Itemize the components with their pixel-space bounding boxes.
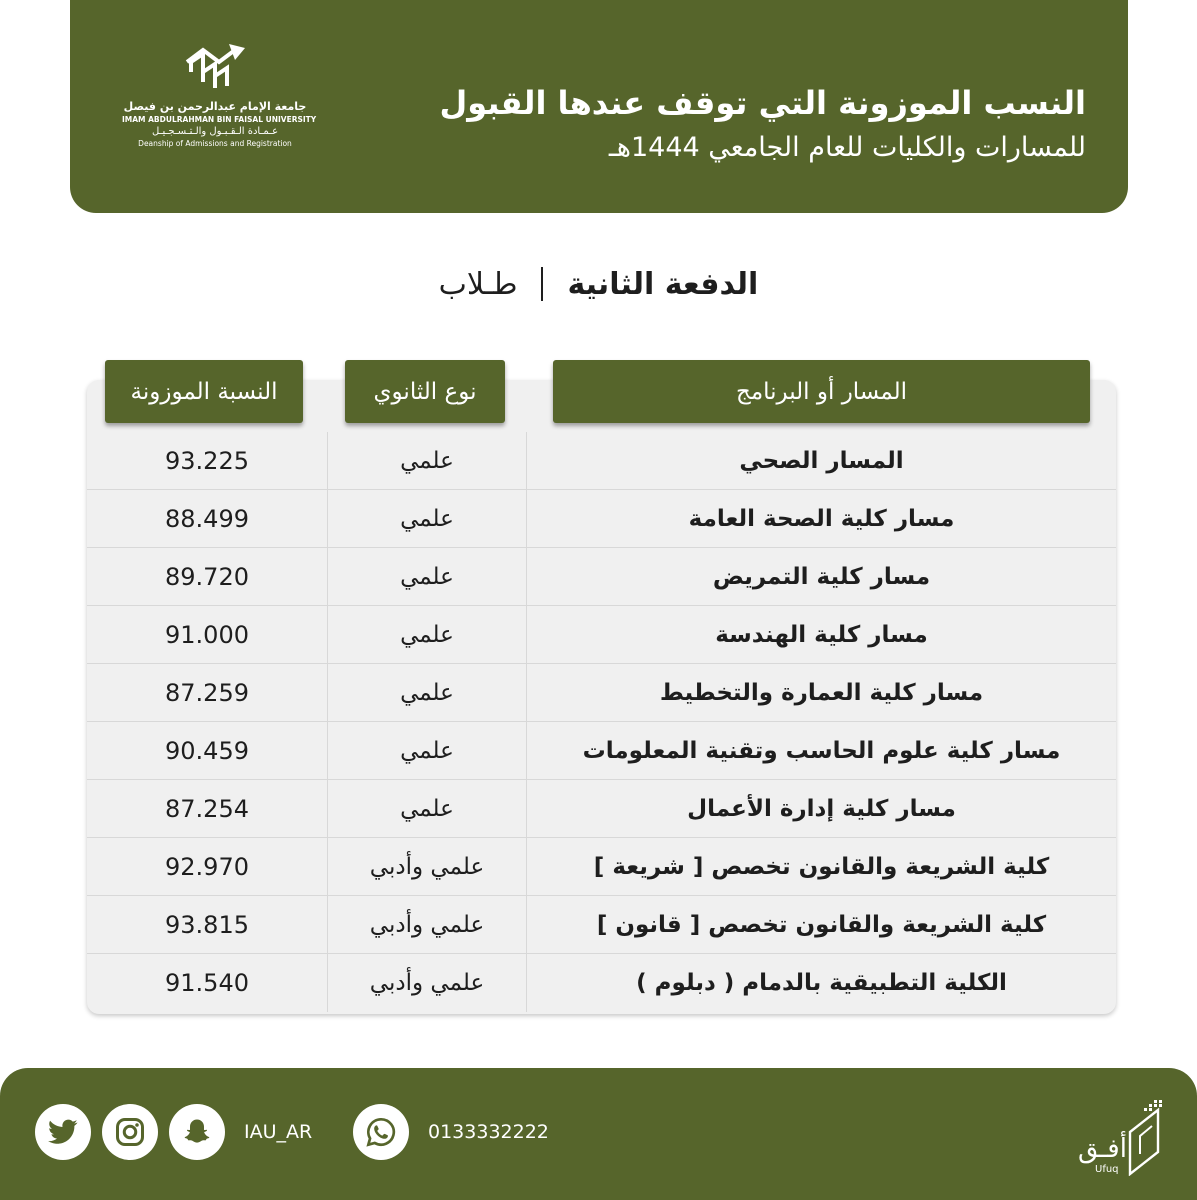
- phone-number[interactable]: 0133332222: [428, 1121, 549, 1143]
- whatsapp-icon: [365, 1116, 397, 1148]
- logo-deanship-arabic: عـمـادة الـقـبـول والـتـسـجـيـل: [151, 126, 279, 137]
- score-cell: 87.259: [165, 679, 249, 707]
- table-row: [87, 780, 1116, 838]
- university-emblem-icon: [183, 42, 247, 94]
- page-subtitle: للمسارات والكليات للعام الجامعي 1444هـ: [608, 132, 1086, 163]
- twitter-icon: [48, 1119, 78, 1145]
- logo-arabic-name: جامعة الإمام عبدالرحمن بن فيصل: [123, 100, 307, 113]
- score-cell: 88.499: [165, 505, 249, 533]
- header-banner: [70, 0, 1128, 213]
- page-title: النسب الموزونة التي توقف عندها القبول: [439, 84, 1086, 122]
- snapchat-link[interactable]: [169, 1104, 225, 1160]
- table-row: [87, 490, 1116, 548]
- program-cell: مسار كلية التمريض: [712, 564, 931, 590]
- logo-deanship-english: Deanship of Admissions and Registration: [138, 139, 292, 148]
- score-cell: 87.254: [165, 795, 249, 823]
- table-row: [87, 954, 1116, 1012]
- type-cell: علمي: [327, 722, 527, 780]
- program-cell: المسار الصحي: [739, 448, 904, 474]
- logo-english-name: IMAM ABDULRAHMAN BIN FAISAL UNIVERSITY: [122, 115, 317, 124]
- type-cell: علمي وأدبي: [327, 838, 527, 896]
- ufuq-logo-icon: [1128, 1098, 1164, 1176]
- program-cell: مسار كلية إدارة الأعمال: [687, 796, 956, 822]
- type-cell: علمي: [327, 490, 527, 548]
- score-cell: 93.225: [165, 447, 249, 475]
- score-cell: 91.540: [165, 969, 249, 997]
- twitter-link[interactable]: [35, 1104, 91, 1160]
- type-cell: علمي: [327, 606, 527, 664]
- brand-arabic: أفـق: [1078, 1134, 1127, 1164]
- batch-heading: [0, 262, 1197, 306]
- type-cell: علمي: [327, 780, 527, 838]
- table-row: [87, 548, 1116, 606]
- instagram-icon: [115, 1117, 145, 1147]
- social-handle[interactable]: IAU_AR: [244, 1121, 313, 1143]
- table-body: [87, 432, 1116, 1012]
- table-row: [87, 606, 1116, 664]
- university-logo: [122, 42, 317, 162]
- instagram-link[interactable]: [102, 1104, 158, 1160]
- table-row: [87, 432, 1116, 490]
- score-cell: 93.815: [165, 911, 249, 939]
- footer-bar: [0, 1068, 1197, 1200]
- program-cell: كلية الشريعة والقانون تخصص [ قانون ]: [596, 912, 1047, 938]
- type-cell: علمي وأدبي: [327, 954, 527, 1012]
- table-row: [87, 838, 1116, 896]
- type-cell: علمي: [327, 432, 527, 490]
- score-cell: 89.720: [165, 563, 249, 591]
- table-row: [87, 722, 1116, 780]
- program-cell: الكلية التطبيقية بالدمام ( دبلوم ): [636, 970, 1007, 996]
- table-row: [87, 896, 1116, 954]
- program-cell: مسار كلية الهندسة: [715, 622, 928, 648]
- batch-gender: طـلاب: [438, 266, 518, 302]
- snapchat-icon: [182, 1117, 212, 1147]
- score-cell: 91.000: [165, 621, 249, 649]
- program-cell: مسار كلية الصحة العامة: [688, 506, 955, 532]
- score-cell: 92.970: [165, 853, 249, 881]
- program-cell: مسار كلية العمارة والتخطيط: [659, 680, 984, 706]
- type-cell: علمي: [327, 548, 527, 606]
- whatsapp-link[interactable]: [353, 1104, 409, 1160]
- table-row: [87, 664, 1116, 722]
- score-cell: 90.459: [165, 737, 249, 765]
- column-header-type: نوع الثانوي: [345, 360, 505, 423]
- program-cell: مسار كلية علوم الحاسب وتقنية المعلومات: [582, 738, 1061, 764]
- column-header-program: المسار أو البرنامج: [553, 360, 1090, 423]
- brand-english: Ufuq: [1095, 1164, 1119, 1175]
- type-cell: علمي وأدبي: [327, 896, 527, 954]
- batch-divider: [541, 267, 543, 301]
- batch-label: الدفعة الثانية: [567, 266, 759, 302]
- type-cell: علمي: [327, 664, 527, 722]
- column-header-score: النسبة الموزونة: [105, 360, 303, 423]
- ufuq-brand: [1078, 1098, 1168, 1178]
- program-cell: كلية الشريعة والقانون تخصص [ شريعة ]: [593, 854, 1050, 880]
